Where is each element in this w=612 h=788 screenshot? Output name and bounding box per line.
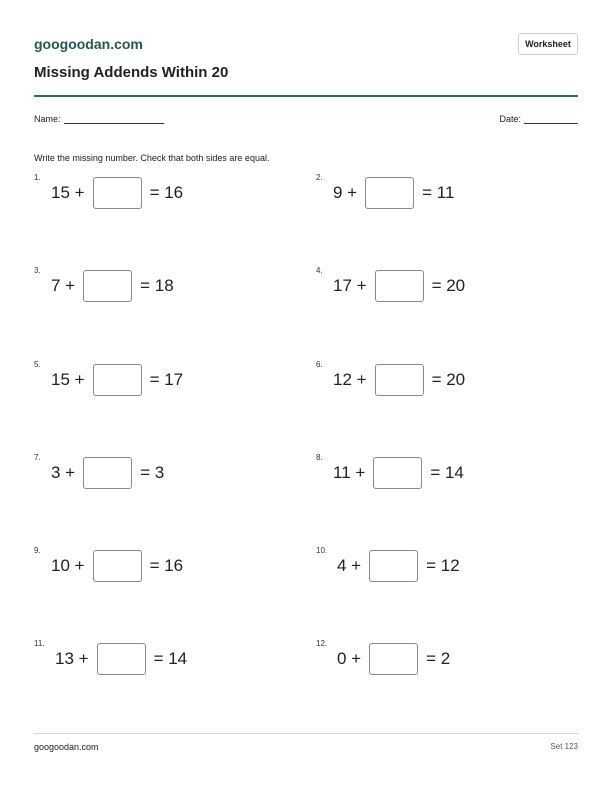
right-term: = 2 bbox=[426, 649, 451, 668]
problem-11 bbox=[34, 639, 188, 676]
right-term: = 16 bbox=[149, 183, 184, 202]
right-term: = 20 bbox=[431, 370, 466, 389]
problem-number: 1. bbox=[34, 173, 41, 182]
page-title: Missing Addends Within 20 bbox=[34, 64, 229, 81]
answer-box[interactable] bbox=[369, 643, 418, 675]
problem-2 bbox=[316, 173, 455, 210]
date-blank-line[interactable] bbox=[524, 114, 578, 124]
name-blank-line[interactable] bbox=[64, 114, 164, 124]
problem-10 bbox=[316, 546, 460, 583]
problem-number: 10. bbox=[316, 546, 328, 555]
right-term: = 20 bbox=[431, 276, 466, 295]
left-term: 9 + bbox=[333, 183, 358, 202]
problem-7 bbox=[34, 453, 165, 490]
footer-site: googoodan.com bbox=[34, 742, 99, 752]
problem-1 bbox=[34, 173, 184, 210]
answer-box[interactable] bbox=[365, 177, 414, 209]
answer-box[interactable] bbox=[83, 457, 132, 489]
problem-6 bbox=[316, 360, 466, 397]
right-term: = 17 bbox=[149, 370, 184, 389]
right-term: = 14 bbox=[153, 649, 188, 668]
left-term: 15 + bbox=[51, 370, 85, 389]
date-field bbox=[499, 114, 578, 124]
answer-box[interactable] bbox=[93, 550, 142, 582]
left-term: 15 + bbox=[51, 183, 85, 202]
answer-box[interactable] bbox=[97, 643, 146, 675]
left-term: 7 + bbox=[51, 276, 76, 295]
name-field bbox=[34, 114, 164, 124]
worksheet-badge: Worksheet bbox=[518, 33, 578, 55]
problem-5 bbox=[34, 360, 184, 397]
right-term: = 18 bbox=[140, 276, 174, 295]
problem-number: 11. bbox=[34, 639, 45, 648]
answer-box[interactable] bbox=[375, 270, 424, 302]
problem-number: 8. bbox=[316, 453, 323, 462]
answer-box[interactable] bbox=[93, 177, 142, 209]
left-term: 3 + bbox=[51, 463, 76, 482]
right-term: = 12 bbox=[426, 556, 460, 575]
right-term: = 16 bbox=[149, 556, 184, 575]
instructions-text: Write the missing number. Check that both sides are equal. bbox=[34, 153, 270, 163]
problem-number: 2. bbox=[316, 173, 323, 182]
left-term: 12 + bbox=[333, 370, 367, 389]
problem-number: 9. bbox=[34, 546, 41, 555]
problem-number: 12. bbox=[316, 639, 328, 648]
problem-number: 5. bbox=[34, 360, 41, 369]
left-term: 11 + bbox=[333, 463, 366, 482]
footer-divider bbox=[34, 733, 578, 734]
problem-number: 4. bbox=[316, 266, 323, 275]
right-term: = 11 bbox=[422, 183, 455, 202]
name-label: Name: bbox=[34, 114, 61, 124]
problem-number: 3. bbox=[34, 266, 41, 275]
answer-box[interactable] bbox=[83, 270, 132, 302]
problem-4 bbox=[316, 266, 466, 303]
footer-set-label: Set 123 bbox=[550, 742, 578, 751]
problem-12 bbox=[316, 639, 451, 676]
problem-number: 7. bbox=[34, 453, 41, 462]
left-term: 13 + bbox=[55, 649, 89, 668]
left-term: 17 + bbox=[333, 276, 367, 295]
answer-box[interactable] bbox=[375, 364, 424, 396]
answer-box[interactable] bbox=[93, 364, 142, 396]
left-term: 0 + bbox=[337, 649, 362, 668]
right-term: = 14 bbox=[430, 463, 464, 482]
brand-logo-text: googoodan.com bbox=[34, 36, 143, 52]
problem-9 bbox=[34, 546, 184, 583]
problem-number: 6. bbox=[316, 360, 323, 369]
left-term: 4 + bbox=[337, 556, 362, 575]
problem-3 bbox=[34, 266, 174, 303]
right-term: = 3 bbox=[140, 463, 165, 482]
problem-8 bbox=[316, 453, 464, 490]
answer-box[interactable] bbox=[369, 550, 418, 582]
date-label: Date: bbox=[499, 114, 521, 124]
header-divider bbox=[34, 95, 578, 97]
left-term: 10 + bbox=[51, 556, 85, 575]
answer-box[interactable] bbox=[373, 457, 422, 489]
